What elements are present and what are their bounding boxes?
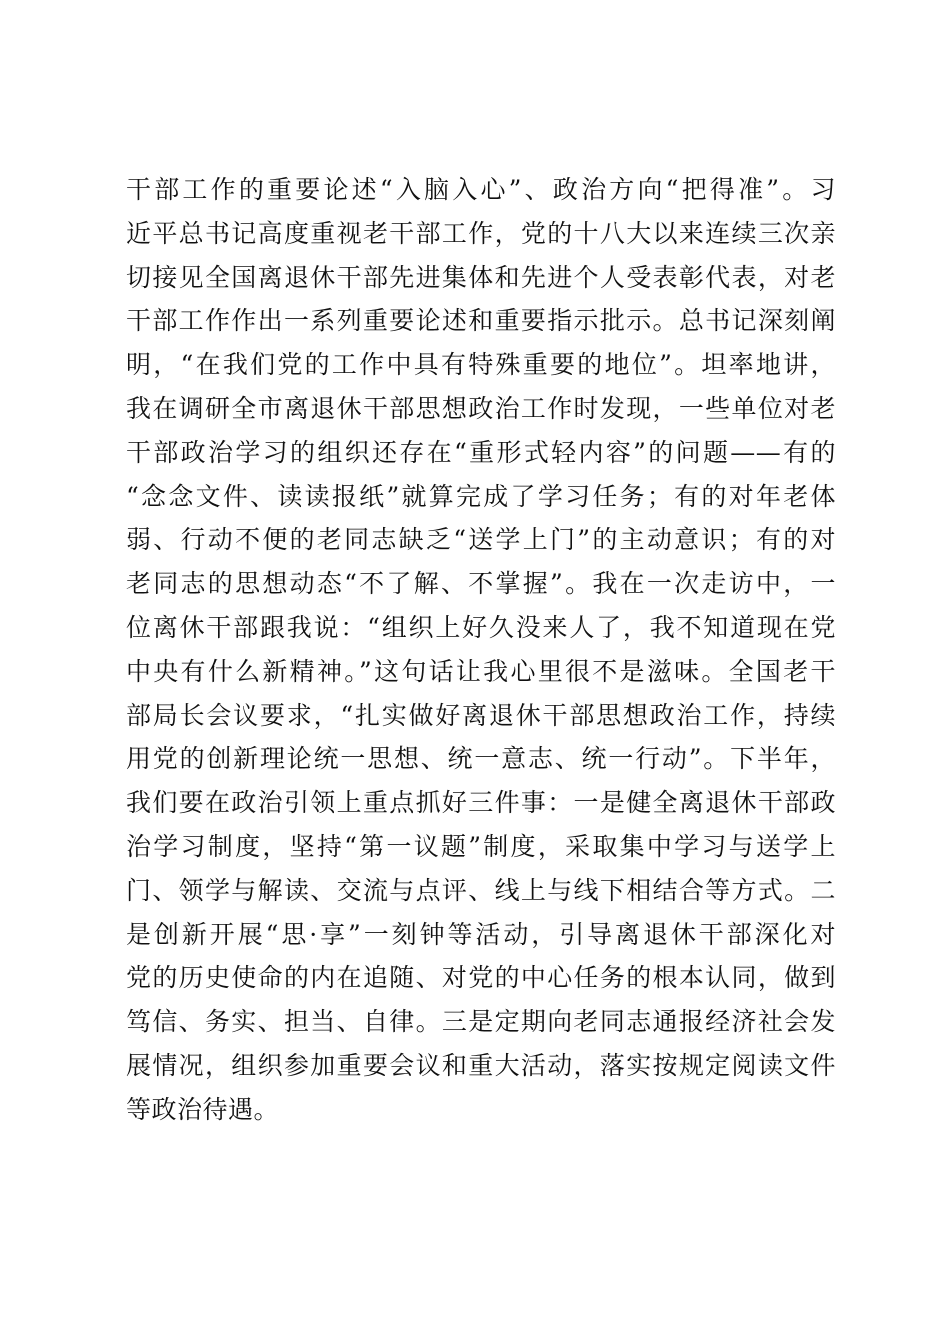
paragraph-line: “念念文件、读读报纸”就算完成了学习任务；有的对年老体	[126, 481, 836, 511]
paragraph-line: 部局长会议要求，“扎实做好离退休干部思想政治工作，持续	[126, 700, 836, 730]
paragraph-line: 笃信、务实、担当、自律。三是定期向老同志通报经济社会发	[126, 1007, 836, 1037]
paragraph-line: 切接见全国离退休干部先进集体和先进个人受表彰代表，对老	[126, 262, 836, 292]
paragraph-line: 干部工作作出一系列重要论述和重要指示批示。总书记深刻阐	[126, 306, 836, 336]
paragraph-line: 弱、行动不便的老同志缺乏“送学上门”的主动意识；有的对	[126, 525, 836, 555]
paragraph-line: 是创新开展“思·享”一刻钟等活动，引导离退休干部深化对	[126, 919, 836, 949]
paragraph-line: 我们要在政治引领上重点抓好三件事：一是健全离退休干部政	[126, 788, 836, 818]
paragraph-line: 我在调研全市离退休干部思想政治工作时发现，一些单位对老	[126, 393, 836, 423]
paragraph-line: 干部政治学习的组织还存在“重形式轻内容”的问题——有的	[126, 437, 836, 467]
paragraph-line: 位离休干部跟我说：“组织上好久没来人了，我不知道现在党	[126, 612, 836, 642]
paragraph-line: 门、领学与解读、交流与点评、线上与线下相结合等方式。二	[126, 875, 836, 905]
paragraph-line: 用党的创新理论统一思想、统一意志、统一行动”。下半年，	[126, 744, 836, 774]
paragraph-line: 展情况，组织参加重要会议和重大活动，落实按规定阅读文件	[126, 1050, 836, 1080]
paragraph-line: 等政治待遇。	[126, 1094, 280, 1124]
paragraph-line: 近平总书记高度重视老干部工作，党的十八大以来连续三次亲	[126, 218, 836, 248]
body-paragraph	[126, 168, 836, 1132]
paragraph-line: 干部工作的重要论述“入脑入心”、政治方向“把得准”。习	[126, 175, 836, 204]
paragraph-line: 中央有什么新精神。”这句话让我心里很不是滋味。全国老干	[126, 656, 836, 686]
paragraph-line: 治学习制度，坚持“第一议题”制度，采取集中学习与送学上	[126, 831, 836, 861]
paragraph-line: 老同志的思想动态“不了解、不掌握”。我在一次走访中，一	[126, 569, 836, 599]
paragraph-line: 党的历史使命的内在追随、对党的中心任务的根本认同，做到	[126, 963, 836, 993]
paragraph-line: 明，“在我们党的工作中具有特殊重要的地位”。坦率地讲，	[126, 350, 836, 380]
